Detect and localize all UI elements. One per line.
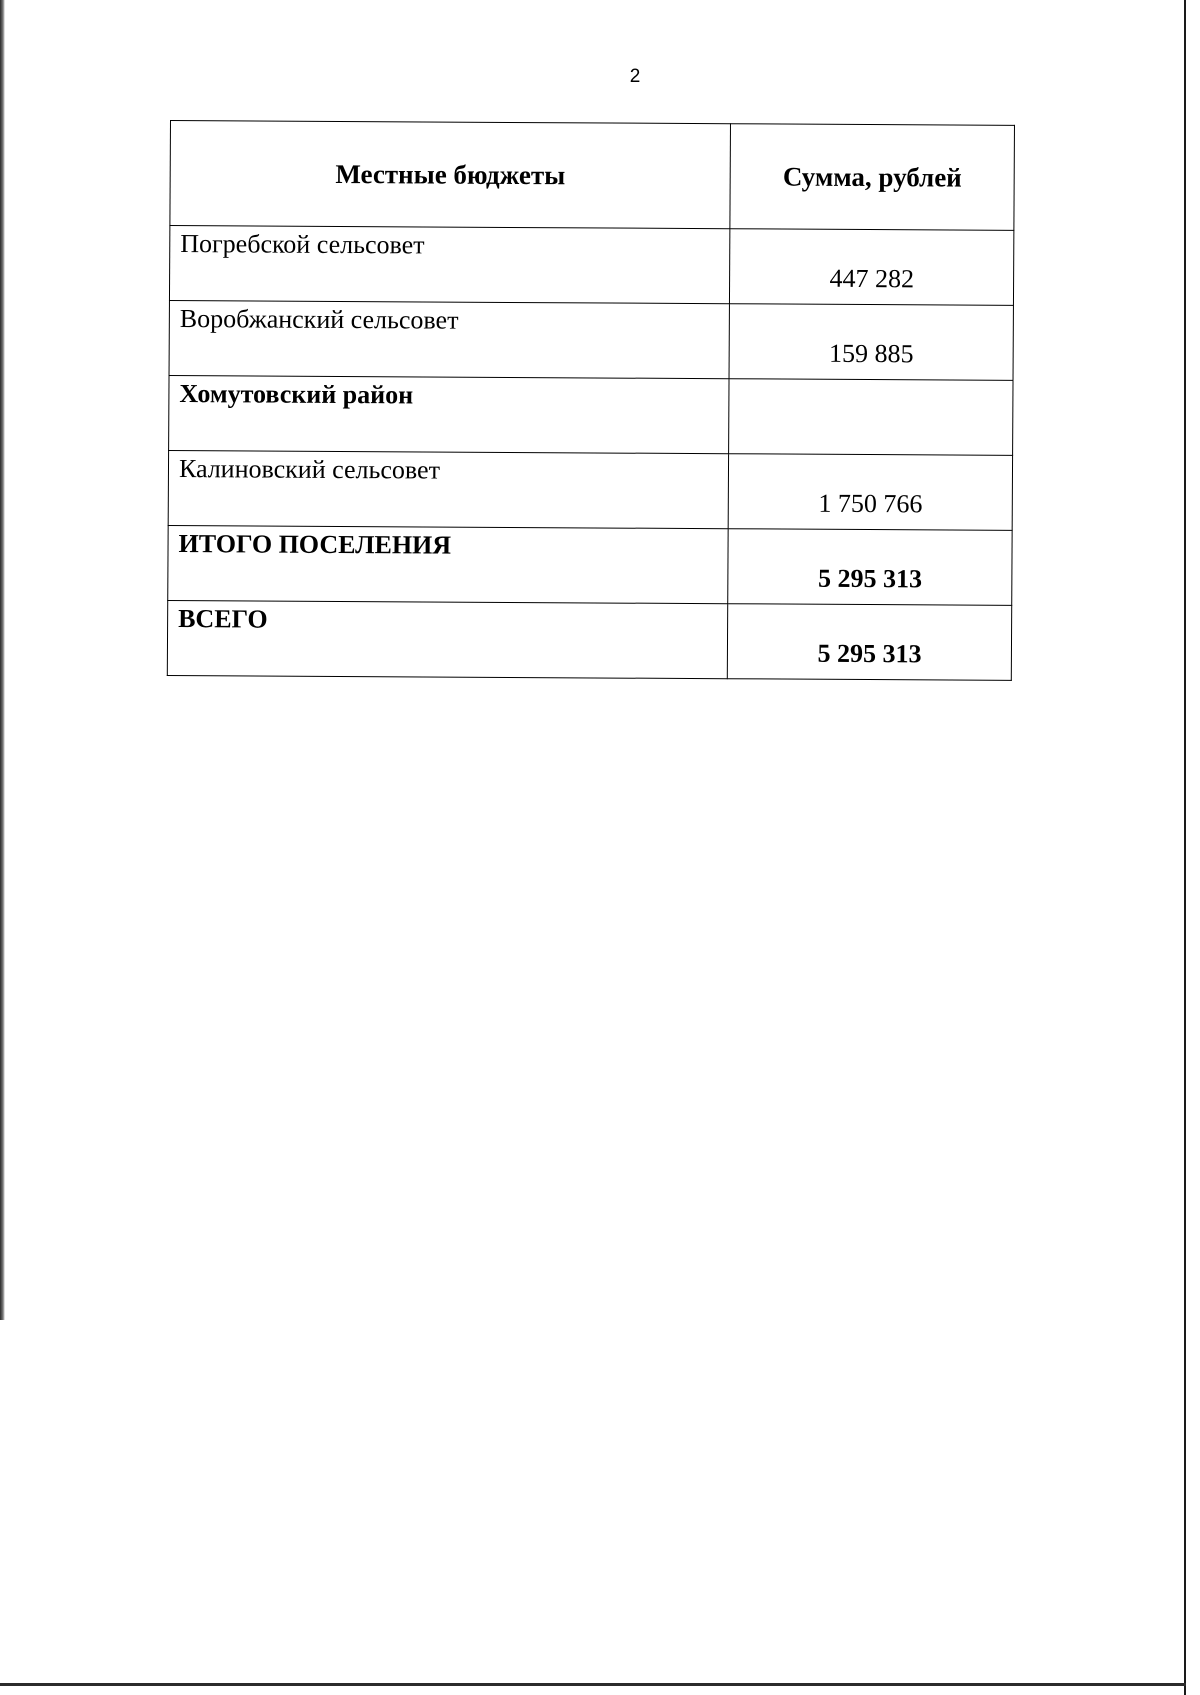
table-row (169, 375, 1013, 455)
page-number: 2 (629, 66, 641, 87)
row-name: Воробжанский сельсовет (169, 300, 730, 378)
scan-left-edge (0, 0, 5, 1320)
row-sum-total: 5 295 313 (728, 604, 1012, 681)
table-row (168, 450, 1012, 530)
row-name: Погребской сельсовет (169, 226, 730, 304)
table-row-subtotal (168, 525, 1012, 605)
row-name-subtotal: ИТОГО ПОСЕЛЕНИЯ (168, 525, 729, 603)
table-row (169, 226, 1013, 306)
scan-right-edge (1184, 0, 1186, 1695)
table-header-row (170, 121, 1015, 231)
row-sum: 1 750 766 (728, 454, 1012, 531)
row-sum-subtotal: 5 295 313 (728, 529, 1012, 606)
header-local-budgets: Местные бюджеты (170, 121, 731, 229)
row-sum: 159 885 (729, 304, 1013, 381)
table-row-total (167, 600, 1011, 680)
row-name-district: Хомутовский район (169, 375, 730, 453)
table-row (169, 300, 1013, 380)
scan-bottom-edge (0, 1683, 1186, 1686)
row-sum: 447 282 (730, 229, 1014, 306)
row-name: Калиновский сельсовет (168, 450, 729, 528)
budget-table (167, 120, 1015, 681)
row-name-total: ВСЕГО (167, 600, 728, 678)
row-sum (729, 379, 1013, 456)
header-sum-rubles: Сумма, рублей (730, 124, 1014, 231)
